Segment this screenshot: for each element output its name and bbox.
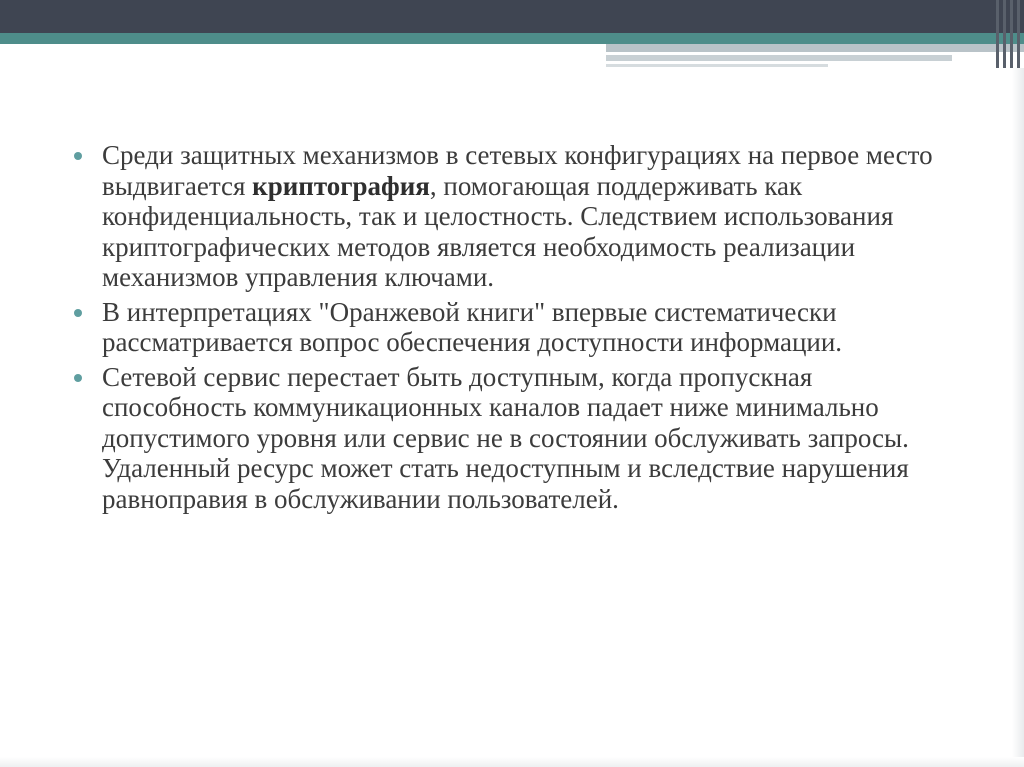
bullet-dot-icon	[74, 152, 82, 160]
bullet-text: В интерпретациях "Оранжевой книги" впервые систематически рассматривается вопрос обеспечения доступности информации.	[102, 296, 843, 357]
header-teal-band	[0, 33, 1024, 44]
bullet-item	[72, 140, 952, 293]
page-edge-shadow	[1012, 68, 1024, 767]
bullet-text: Сетевой сервис перестает быть доступным, когда пропускная способность коммуникационных каналов падает ниже минимально допустимого уровня или сервис не в состоянии обслуживать запросы. Удаленный ресурс может стать недоступным и вследствие нарушения равноправия в обслуживании пользователей.	[102, 361, 909, 514]
bullet-dot-icon	[74, 309, 82, 317]
bullet-text-run: , помогающая поддерживать как конфиденциальность, так и целостность. Следствием использования криптографических методов является необходимость реализации механизмов управления ключами.	[102, 170, 894, 292]
bullet-item	[72, 297, 952, 358]
page-edge-shadow	[0, 757, 1024, 767]
header-dark-band	[0, 0, 1024, 33]
slide-content	[72, 140, 952, 518]
header-stripes	[994, 0, 1024, 68]
header-light-band	[606, 55, 952, 61]
bullet-list	[72, 140, 952, 514]
bullet-text-bold-run: криптография	[252, 170, 430, 201]
header-light-band	[606, 64, 828, 67]
header-light-band	[606, 44, 1024, 52]
bullet-text-run: Среди защитных механизмов в сетевых конфигурациях на первое место выдвигается	[102, 140, 933, 201]
bullet-dot-icon	[74, 374, 82, 382]
bullet-item	[72, 362, 952, 515]
